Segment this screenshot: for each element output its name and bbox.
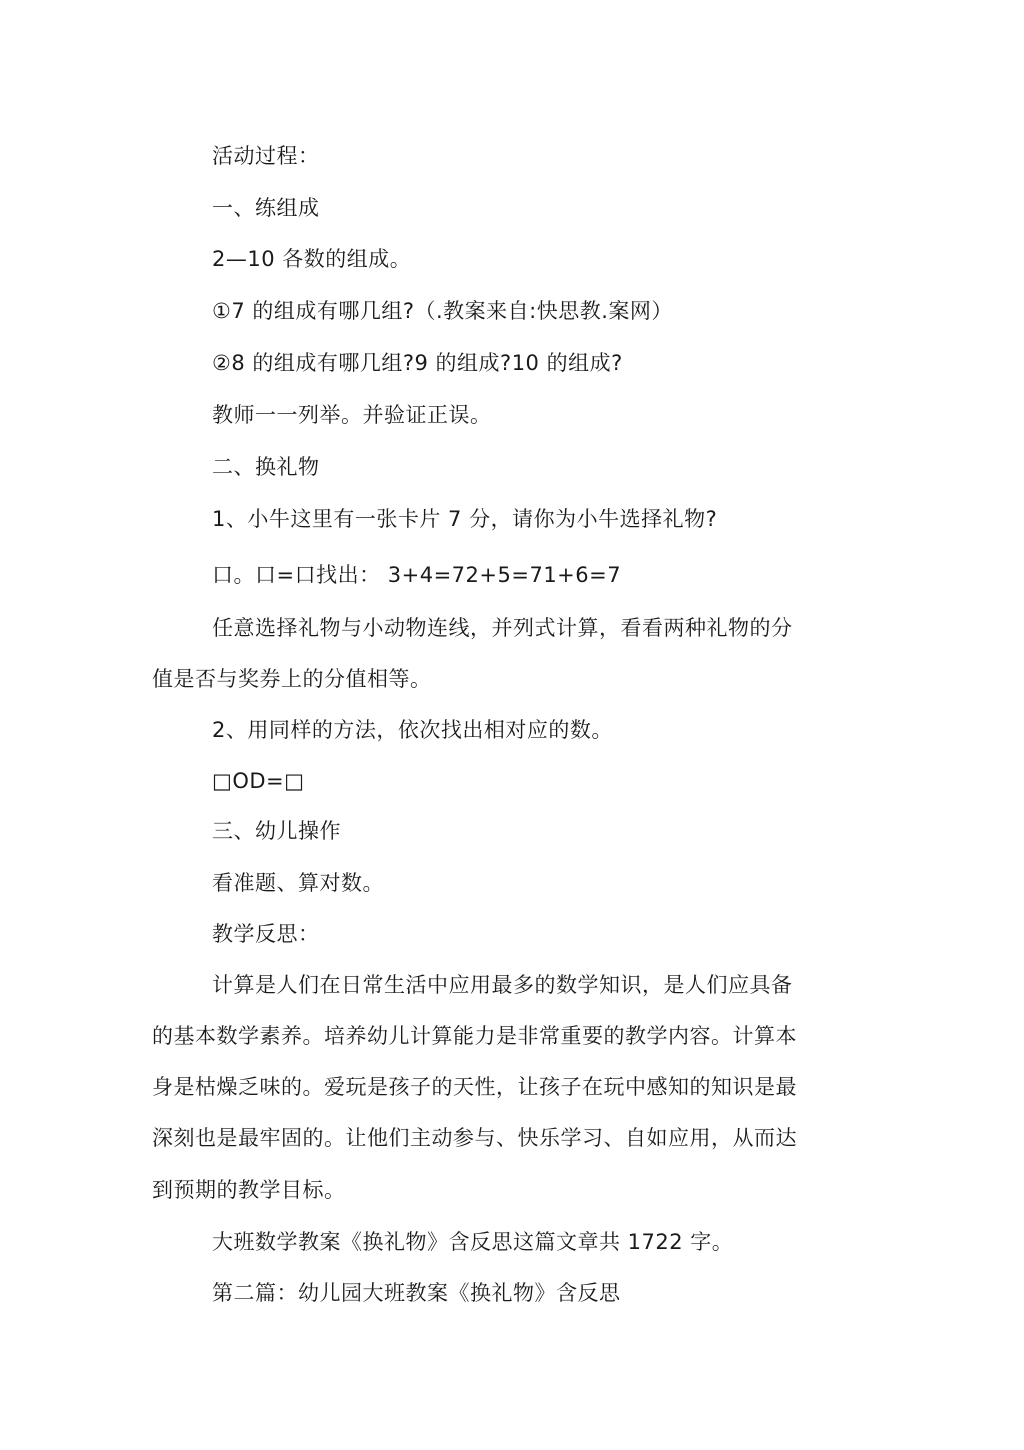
paragraph-line: 2—10 各数的组成。 xyxy=(212,247,412,271)
paragraph-line: 计算是人们在日常生活中应用最多的数学知识，是人们应具备 xyxy=(212,973,793,997)
section-heading-exchange-gifts: 二、换礼物 xyxy=(212,455,320,479)
paragraph-line: 2、用同样的方法，依次找出相对应的数。 xyxy=(212,718,613,742)
paragraph-line: 口。口=口找出： 3+4=72+5=71+6=7 xyxy=(212,563,622,587)
section-heading-practice: 一、练组成 xyxy=(212,196,320,220)
paragraph-line: ②8 的组成有哪几组?9 的组成?10 的组成? xyxy=(212,351,623,375)
paragraph-line: 的基本数学素养。培养幼儿计算能力是非常重要的教学内容。计算本 xyxy=(152,1024,797,1048)
paragraph-line: 值是否与奖券上的分值相等。 xyxy=(152,667,432,691)
paragraph-line: □OD=□ xyxy=(212,769,305,793)
paragraph-line: 任意选择礼物与小动物连线，并列式计算，看看两种礼物的分 xyxy=(212,616,793,640)
section-heading-teaching-reflection: 教学反思： xyxy=(212,922,320,946)
paragraph-line: 大班数学教案《换礼物》含反思这篇文章共 1722 字。 xyxy=(212,1230,734,1254)
section-heading-second-article: 第二篇：幼儿园大班教案《换礼物》含反思 xyxy=(212,1281,621,1305)
section-heading-activity-process: 活动过程： xyxy=(212,144,320,168)
paragraph-line: 到预期的教学目标。 xyxy=(152,1178,346,1202)
paragraph-line: 1、小牛这里有一张卡片 7 分，请你为小牛选择礼物? xyxy=(212,507,718,531)
section-heading-child-operation: 三、幼儿操作 xyxy=(212,819,341,843)
paragraph-line: 身是枯燥乏味的。爱玩是孩子的天性，让孩子在玩中感知的知识是最 xyxy=(152,1075,797,1099)
paragraph-line: ①7 的组成有哪几组?（.教案来自:快思教.案网） xyxy=(212,299,673,323)
paragraph-line: 看准题、算对数。 xyxy=(212,871,384,895)
paragraph-line: 教师一一列举。并验证正误。 xyxy=(212,403,492,427)
paragraph-line: 深刻也是最牢固的。让他们主动参与、快乐学习、自如应用，从而达 xyxy=(152,1126,797,1150)
